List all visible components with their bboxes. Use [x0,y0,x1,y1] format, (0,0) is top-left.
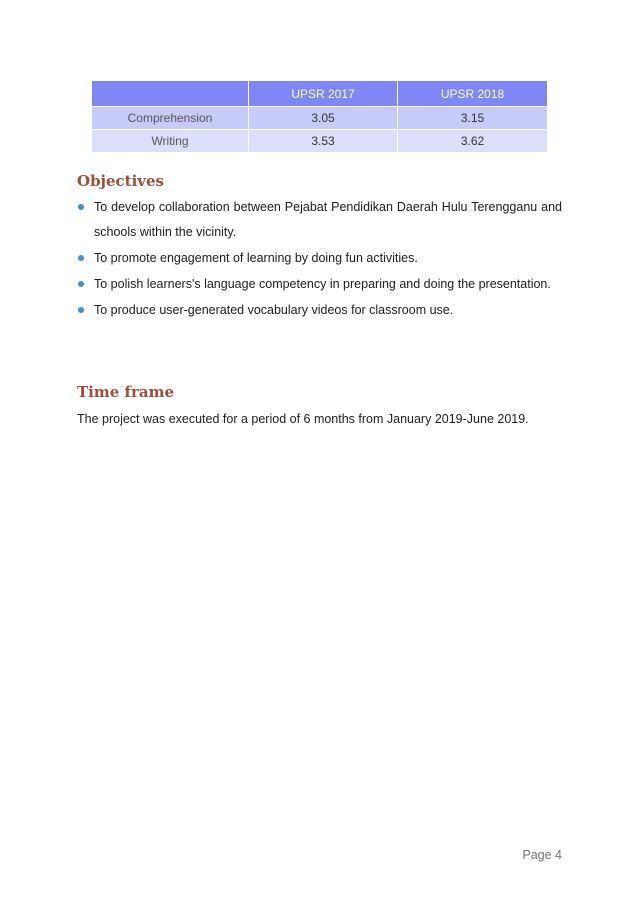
row-label-comprehension: Comprehension [92,107,249,130]
bullet-icon [78,307,84,313]
bullet-icon [78,281,84,287]
cell-comprehension-2018: 3.15 [398,107,548,130]
time-frame-text: The project was executed for a period of 6 months from January 2019-June 2019. [77,412,529,426]
table-row [92,107,548,130]
cell-comprehension-2017: 3.05 [249,107,398,130]
objective-text: To produce user-generated vocabulary videos for classroom use. [94,303,454,317]
table-header-row [92,81,548,107]
cell-writing-2017: 3.53 [249,130,398,153]
bullet-icon [78,255,84,261]
bullet-icon [78,204,84,210]
table-header-empty [92,81,249,107]
page-number: Page 4 [522,848,562,862]
objectives-list [77,195,562,324]
objective-text: To promote engagement of learning by doing fun activities. [94,251,418,265]
objectives-heading: Objectives [77,172,164,190]
table-header-upsr-2017: UPSR 2017 [249,81,398,107]
list-item [77,272,562,297]
list-item [77,195,562,245]
list-item [77,246,562,271]
objective-text: To polish learners's language competency in preparing and doing the presentation. [94,277,551,291]
list-item [77,298,562,323]
objective-text: To develop collaboration between Pejabat Pendidikan Daerah Hulu Terengganu and schools within the vicinity. [94,200,562,239]
results-table [91,80,548,153]
cell-writing-2018: 3.62 [398,130,548,153]
time-frame-heading: Time frame [77,383,174,401]
table-row [92,130,548,153]
results-table-wrapper [91,80,547,153]
row-label-writing: Writing [92,130,249,153]
table-header-upsr-2018: UPSR 2018 [398,81,548,107]
